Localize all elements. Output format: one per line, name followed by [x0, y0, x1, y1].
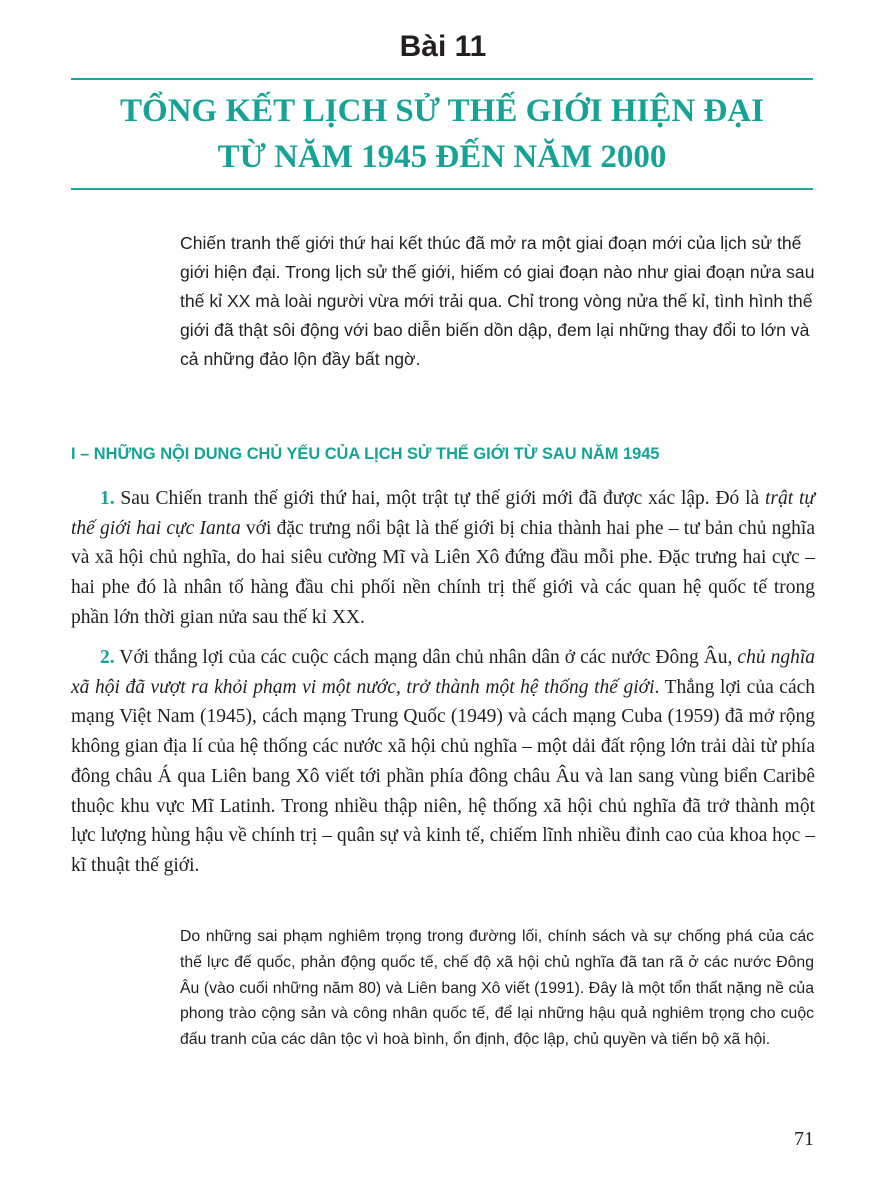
paragraph-1-text-b: với đặc trưng nổi bật là thế giới bị chia thành hai phe – tư bản chủ nghĩa và xã hội chủ nghĩa, do hai siêu cường Mĩ và Liên Xô đứng đầu mỗi phe. Đặc trưng hai cực – hai phe đó là nhân tố hàng đầu chi phối nền chính trị thế giới và các quan hệ quốc tế trong phần lớn thời gian nửa sau thế kỉ XX.	[71, 517, 815, 628]
paragraph-2	[71, 643, 815, 881]
title-bottom-rule	[71, 188, 813, 190]
paragraph-2-italic: chủ nghĩa xã hội đã vượt ra khỏi phạm vi một nước, trở thành một hệ thống thế giới	[71, 647, 815, 698]
paragraph-2-text-a: Với thắng lợi của các cuộc cách mạng dân chủ nhân dân ở các nước Đông Âu,	[114, 647, 738, 668]
lesson-number: Bài 11	[399, 30, 487, 63]
paragraph-2-text-b: . Thắng lợi của cách mạng Việt Nam (1945), cách mạng Trung Quốc (1949) và cách mạng Cuba (1959) đã mở rộng không gian địa lí của hệ thống các nước xã hội chủ nghĩa – một dải đất rộng lớn trải dài từ phía đông châu Á qua Liên bang Xô viết tới phần phía đông châu Âu và lan sang vùng biển Caribê thuộc khu vực Mĩ Latinh. Trong nhiều thập niên, hệ thống xã hội chủ nghĩa đã trở thành một lực lượng hùng hậu về chính trị – quân sự và kinh tế, chiếm lĩnh nhiều đỉnh cao của khoa học – kĩ thuật thế giới.	[71, 676, 815, 876]
title-top-rule	[71, 78, 813, 80]
lesson-title-line-2: TỪ NĂM 1945 ĐẾN NĂM 2000	[217, 139, 667, 175]
note-paragraph: Do những sai phạm nghiêm trọng trong đường lối, chính sách và sự chống phá của các thế lực đế quốc, phản động quốc tế, chế độ xã hội chủ nghĩa đã tan rã ở các nước Đông Âu (vào cuối những năm 80) và Liên bang Xô viết (1991). Đây là một tổn thất nặng nề của phong trào cộng sản và công nhân quốc tế, để lại những hậu quả nghiêm trọng cho cuộc đấu tranh của các dân tộc vì hoà bình, ổn định, độc lập, chủ quyền và tiến bộ xã hội.	[180, 928, 814, 1049]
lesson-title	[71, 88, 813, 180]
paragraph-1-italic: trật tự thế giới hai cực Ianta	[71, 488, 815, 539]
paragraph-1-number: 1.	[100, 488, 115, 509]
paragraph-1	[71, 484, 815, 633]
page-number: 71	[794, 1128, 814, 1150]
paragraph-1-text-a: Sau Chiến tranh thế giới thứ hai, một trật tự thế giới mới đã được xác lập. Đó là	[114, 488, 765, 509]
section-heading: I – NHỮNG NỘI DUNG CHỦ YẾU CỦA LỊCH SỬ THẾ GIỚI TỪ SAU NĂM 1945	[71, 445, 660, 463]
lesson-title-line-1: TỔNG KẾT LỊCH SỬ THẾ GIỚI HIỆN ĐẠI	[120, 93, 764, 129]
intro-paragraph: Chiến tranh thế giới thứ hai kết thúc đã mở ra một giai đoạn mới của lịch sử thế giới hiện đại. Trong lịch sử thế giới, hiếm có giai đoạn nào như giai đoạn nửa sau thế kỉ XX mà loài người vừa mới trải qua. Chỉ trong vòng nửa thế kỉ, tình hình thế giới đã thật sôi động với bao diễn biến dồn dập, đem lại những thay đổi to lớn và cả những đảo lộn đầy bất ngờ.	[180, 233, 815, 369]
paragraph-2-number: 2.	[100, 647, 115, 668]
